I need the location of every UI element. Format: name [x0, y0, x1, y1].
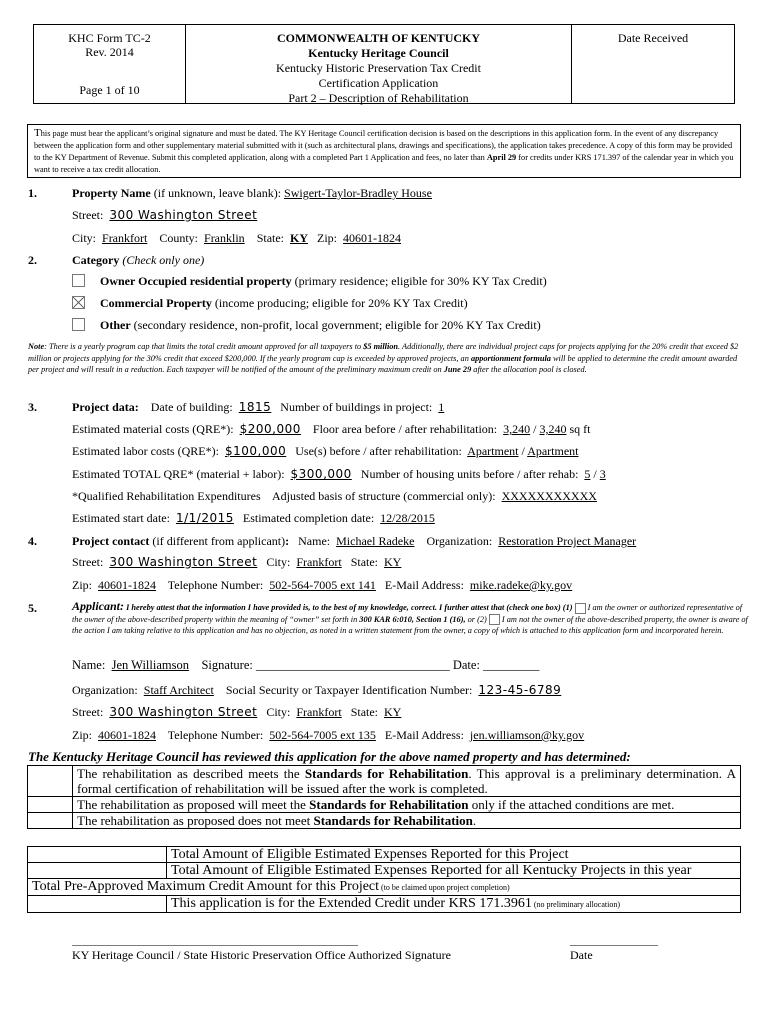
- other-label: Other: [100, 318, 131, 332]
- form-title-cell: [186, 25, 572, 103]
- completion-date-field[interactable]: 12/28/2015: [380, 511, 435, 525]
- totals-row: [28, 847, 741, 863]
- property-zip-field[interactable]: 40601-1824: [343, 231, 402, 245]
- note-apportionment: apportionment formula: [470, 353, 551, 363]
- property-county-field[interactable]: Franklin: [204, 231, 245, 245]
- project-data-row-4: Estimated TOTAL QRE* (material + labor): $300,000 Number of housing units before / after rehab: 5 / 3: [72, 467, 606, 481]
- contact-street-field[interactable]: 300 Washington Street: [109, 555, 258, 569]
- notice-text-1: his page must bear the applicant’s original signature and must be dated. The KY Heritage Council certification decision is based on the descriptions in this application form. In the event of any discrepancy between the application form and other supplementary material submitted with it (such as architectural plans, drawings and specifications), the application takes precedence. A copy of this form may be provided to the KY Department of Revenue. Submit this completed application, along with a completed Part 1 Application and fees, no later than: [34, 129, 733, 162]
- applicant-attestation: [72, 601, 748, 637]
- owner-occupied-desc: (primary residence; eligible for 30% KY Tax Credit): [291, 274, 547, 288]
- zip-label: Zip:: [317, 231, 338, 245]
- housing-after-field[interactable]: 3: [599, 467, 606, 481]
- project-contact-label: Project contact: [72, 534, 150, 548]
- contact-row-2: [72, 555, 401, 570]
- material-costs-label: Estimated material costs (QRE*):: [72, 422, 234, 436]
- totals-row: [28, 896, 741, 913]
- property-city-row: [72, 231, 401, 246]
- note-text-4: after the allocation pool is closed.: [471, 365, 587, 375]
- contact-email-field[interactable]: mike.radeke@ky.gov: [469, 578, 573, 592]
- applicant-ssn-label: Social Security or Taxpayer Identification Number:: [225, 683, 473, 697]
- review-check-3[interactable]: [28, 813, 73, 829]
- review-check-1[interactable]: [28, 766, 73, 797]
- applicant-phone-label: Telephone Number:: [167, 728, 264, 742]
- signature-notice: [27, 124, 741, 178]
- applicant-state-label: State:: [350, 705, 379, 719]
- property-name-field[interactable]: Swigert-Taylor-Bradley House: [284, 186, 432, 200]
- other-checkbox[interactable]: [72, 318, 85, 331]
- review-text-3: The rehabilitation as proposed does not meet Standards for Rehabilitation.: [73, 813, 741, 829]
- contact-org-field[interactable]: Restoration Project Manager: [498, 534, 637, 548]
- contact-row-3: [72, 578, 572, 593]
- form-id: KHC Form TC-2: [68, 31, 151, 45]
- applicant-city-field[interactable]: Frankfort: [296, 705, 342, 719]
- applicant-name-field[interactable]: Jen Williamson: [111, 658, 189, 672]
- council-date-caption: Date: [570, 948, 593, 962]
- project-data-row-3: Estimated labor costs (QRE*): $100,000 Use(s) before / after rehabilitation: Apartment / Apartment: [72, 444, 579, 458]
- title-part: Part 2 – Description of Rehabilitation: [288, 91, 469, 105]
- labor-costs-label: Estimated labor costs (QRE*):: [72, 444, 219, 458]
- review-row: [28, 797, 741, 813]
- note-text-2: . Additionally, there are individual project caps for projects applying for the 20% credit that exceed $2 million or projects applying for the 30% credit that exceed $200,000. If the yearly program cap is exceeded by approved projects, an: [28, 342, 739, 363]
- review-check-2[interactable]: [28, 797, 73, 813]
- extended-credit-check[interactable]: [28, 896, 167, 913]
- contact-zip-field[interactable]: 40601-1824: [98, 578, 156, 592]
- program-cap-note: [28, 341, 744, 376]
- other-desc: (secondary residence, non-profit, local government; eligible for 20% KY Tax Credit): [130, 318, 541, 332]
- attest-text-1: I hereby attest that the information I have provided is, to the best of my knowledge, correct. I further attest that (check one box) (1): [124, 603, 575, 612]
- applicant-street-field[interactable]: 300 Washington Street: [109, 705, 258, 719]
- owner-occupied-checkbox[interactable]: [72, 274, 85, 287]
- project-contact-hint: (if different from applicant): [149, 534, 286, 548]
- date-of-building-field[interactable]: 1815: [238, 400, 272, 414]
- project-data-row-2: Estimated material costs (QRE*): $200,000 Floor area before / after rehabilitation: 3,240 / 3,240 sq ft: [72, 422, 591, 436]
- property-state-field[interactable]: KY: [290, 231, 309, 245]
- property-street-row: [72, 208, 257, 223]
- contact-name-field[interactable]: Michael Radeke: [336, 534, 415, 548]
- category-heading: [72, 253, 204, 268]
- category-hint: (Check only one): [119, 253, 205, 267]
- applicant-org-field[interactable]: Staff Architect: [143, 683, 214, 697]
- project-data-row-6: [72, 511, 435, 526]
- housing-units-label: Number of housing units before / after rehab:: [360, 467, 579, 481]
- total-qre-field[interactable]: $300,000: [290, 467, 352, 481]
- date-received-label: Date Received: [617, 31, 689, 45]
- note-label: Note: [28, 342, 45, 351]
- qre-definition: *Qualified Rehabilitation Expenditures: [72, 489, 261, 503]
- contact-state-label: State:: [350, 555, 379, 569]
- commercial-option: [100, 296, 468, 311]
- contact-street-label: Street:: [72, 555, 104, 569]
- project-data-label: Project data:: [72, 400, 139, 414]
- contact-phone-label: Telephone Number:: [167, 578, 264, 592]
- contact-city-label: City:: [266, 555, 291, 569]
- totals-row: [28, 879, 741, 896]
- contact-state-field[interactable]: KY: [384, 555, 402, 569]
- applicant-signature-field[interactable]: _______________________________: [255, 658, 450, 672]
- section-1-number: 1.: [28, 186, 37, 200]
- form-id-cell: [34, 25, 186, 103]
- total-project-amount-field[interactable]: [28, 847, 167, 863]
- preapproved-credit-note: (to be claimed upon project completion): [379, 883, 510, 892]
- council-date-line[interactable]: ________________: [570, 935, 658, 947]
- section-5-number: 5.: [28, 601, 37, 615]
- owner-occupied-label: Owner Occupied residential property: [100, 274, 292, 288]
- review-heading: The Kentucky Heritage Council has reviewed this application for the above named property and has determined:: [28, 749, 631, 764]
- applicant-city-label: City:: [266, 705, 291, 719]
- contact-city-field[interactable]: Frankfort: [296, 555, 342, 569]
- applicant-signature-label: Signature:: [201, 658, 253, 672]
- contact-email-label: E-Mail Address:: [384, 578, 464, 592]
- notice-text-2: for credits under KRS 171.397 of the calendar year in which you want to receive a tax credit allocation.: [34, 153, 734, 174]
- title-commonwealth: COMMONWEALTH OF KENTUCKY: [276, 31, 481, 45]
- contact-zip-label: Zip:: [72, 578, 92, 592]
- applicant-row-3: [72, 705, 401, 720]
- use-label: Use(s) before / after rehabilitation:: [295, 444, 462, 458]
- review-row: [28, 813, 741, 829]
- contact-row-1: Project contact (if different from applicant): Name: Michael Radeke Organization: Restoration Project Manager: [72, 534, 637, 548]
- contact-phone-field[interactable]: 502-564-7005 ext 141: [269, 578, 376, 592]
- property-name-hint: (if unknown, leave blank):: [150, 186, 285, 200]
- use-after-field[interactable]: Apartment: [527, 444, 579, 458]
- property-name-row: [72, 186, 432, 201]
- date-of-building-label: Date of building:: [150, 400, 233, 414]
- contact-name-label: Name:: [298, 534, 331, 548]
- preapproved-credit-row[interactable]: [28, 879, 741, 896]
- num-buildings-field[interactable]: 1: [438, 400, 445, 414]
- applicant-date-label: Date:: [452, 658, 480, 672]
- totals-table: [27, 846, 741, 913]
- applicant-zip-label: Zip:: [72, 728, 92, 742]
- note-june: June 29: [443, 365, 472, 375]
- applicant-row-4: [72, 728, 584, 743]
- review-text-1: The rehabilitation as described meets the Standards for Rehabilitation. This approval is a preliminary determination. A formal certification of rehabilitation will be issued after the work is completed.: [73, 766, 741, 797]
- owner-occupied-option: [100, 274, 547, 289]
- applicant-phone-field[interactable]: 502-564-7005 ext 135: [269, 728, 376, 742]
- total-qre-label: Estimated TOTAL QRE* (material + labor):: [72, 467, 285, 481]
- title-application: Certification Application: [318, 76, 439, 90]
- applicant-label: Applicant:: [72, 599, 125, 613]
- start-date-label: Estimated start date:: [72, 511, 170, 525]
- applicant-street-label: Street:: [72, 705, 104, 719]
- applicant-email-field[interactable]: jen.williamson@ky.gov: [469, 728, 585, 742]
- attest-option-2-checkbox[interactable]: [489, 614, 500, 625]
- property-name-label: Property Name: [72, 186, 151, 200]
- completion-date-label: Estimated completion date:: [242, 511, 375, 525]
- housing-before-field[interactable]: 5: [584, 467, 591, 481]
- title-council: Kentucky Heritage Council: [308, 46, 449, 60]
- notice-first-letter: T: [34, 127, 41, 139]
- city-label: City:: [72, 231, 97, 245]
- review-determination-table: [27, 765, 741, 829]
- notice-deadline: April 29: [486, 153, 517, 162]
- property-street-field[interactable]: 300 Washington Street: [109, 208, 258, 222]
- section-3-number: 3.: [28, 400, 37, 414]
- county-label: County:: [159, 231, 199, 245]
- attest-text-3: or (2): [465, 614, 489, 624]
- attest-kar: 300 KAR 6:010, Section 1 (16),: [359, 614, 466, 624]
- form-rev: Rev. 2014: [85, 45, 134, 59]
- use-before-field[interactable]: Apartment: [467, 444, 519, 458]
- contact-org-label: Organization:: [426, 534, 493, 548]
- applicant-state-field[interactable]: KY: [384, 705, 402, 719]
- floor-area-unit: sq ft: [569, 422, 591, 436]
- property-city-field[interactable]: Frankfort: [102, 231, 148, 245]
- applicant-org-label: Organization:: [72, 683, 138, 697]
- adjusted-basis-field[interactable]: XXXXXXXXXXX: [501, 489, 597, 503]
- material-costs-field[interactable]: $200,000: [239, 422, 301, 436]
- commercial-checkbox[interactable]: [72, 296, 85, 309]
- attest-text-4: I am not the owner of the above-described property, the owner is aware of the action I am taking relative to this application and has no objection, as noted in a written statement from the owner, a copy of which is attached to this application form and incorporated herein.: [72, 614, 748, 636]
- title-program: Kentucky Historic Preservation Tax Credit: [276, 61, 481, 75]
- section-4-number: 4.: [28, 534, 37, 548]
- date-received-cell: [572, 25, 734, 103]
- applicant-row-2: [72, 683, 561, 698]
- commercial-desc: (income producing; eligible for 20% KY Tax Credit): [211, 296, 468, 310]
- labor-costs-field[interactable]: $100,000: [224, 444, 287, 458]
- project-data-row-5: [72, 489, 597, 504]
- form-header: [33, 24, 735, 104]
- attest-text-2: I am the owner or authorized representative of the owner of the above-described property within the meaning of “owner” set forth in: [72, 603, 743, 624]
- street-label: Street:: [72, 208, 104, 222]
- extended-credit-label: This application is for the Extended Credit under KRS 171.3961 (no preliminary allocation): [167, 896, 741, 913]
- applicant-ssn-field[interactable]: 123-45-6789: [478, 683, 562, 697]
- floor-area-label: Floor area before / after rehabilitation:: [312, 422, 498, 436]
- project-data-row-1: [72, 400, 444, 415]
- attest-option-1-checkbox[interactable]: [575, 603, 586, 614]
- note-cap: $5 million: [363, 342, 399, 351]
- note-text-1: : There is a yearly program cap that limits the total credit amount approved for all taxpayers to: [44, 342, 364, 351]
- other-option: [100, 318, 541, 333]
- applicant-zip-field[interactable]: 40601-1824: [98, 728, 156, 742]
- category-label: Category: [72, 253, 120, 267]
- start-date-field[interactable]: 1/1/2015: [175, 511, 234, 525]
- applicant-date-field[interactable]: _________: [483, 658, 540, 672]
- applicant-name-label: Name:: [72, 658, 106, 672]
- total-all-projects-field[interactable]: [28, 863, 167, 879]
- state-label: State:: [256, 231, 285, 245]
- page-number: Page 1 of 10: [79, 83, 140, 97]
- totals-row: [28, 863, 741, 879]
- preapproved-credit-label: Total Pre-Approved Maximum Credit Amount for this Project: [32, 879, 380, 894]
- num-buildings-label: Number of buildings in project:: [280, 400, 433, 414]
- council-signature-caption: KY Heritage Council / State Historic Preservation Office Authorized Signature: [72, 948, 451, 962]
- floor-area-before-field[interactable]: 3,240: [503, 422, 531, 436]
- review-row: [28, 766, 741, 797]
- section-2-number: 2.: [28, 253, 37, 267]
- council-signature-line[interactable]: ____________________________________________________: [72, 935, 358, 947]
- adjusted-basis-label: Adjusted basis of structure (commercial only):: [271, 489, 496, 503]
- note-text-3: will be applied to determine the credit amount awarded per project and will result in a reduction. Each taxpayer will be notified of the amount of the preliminary maximum credit on: [28, 353, 738, 375]
- total-project-label: Total Amount of Eligible Estimated Expenses Reported for this Project: [167, 847, 741, 863]
- floor-area-after-field[interactable]: 3,240: [539, 422, 567, 436]
- total-all-projects-label: Total Amount of Eligible Estimated Expenses Reported for all Kentucky Projects in this year: [167, 863, 741, 879]
- review-text-2: The rehabilitation as proposed will meet the Standards for Rehabilitation only if the attached conditions are met.: [73, 797, 741, 813]
- applicant-row-1: [72, 658, 539, 673]
- applicant-email-label: E-Mail Address:: [384, 728, 464, 742]
- commercial-label: Commercial Property: [100, 296, 212, 310]
